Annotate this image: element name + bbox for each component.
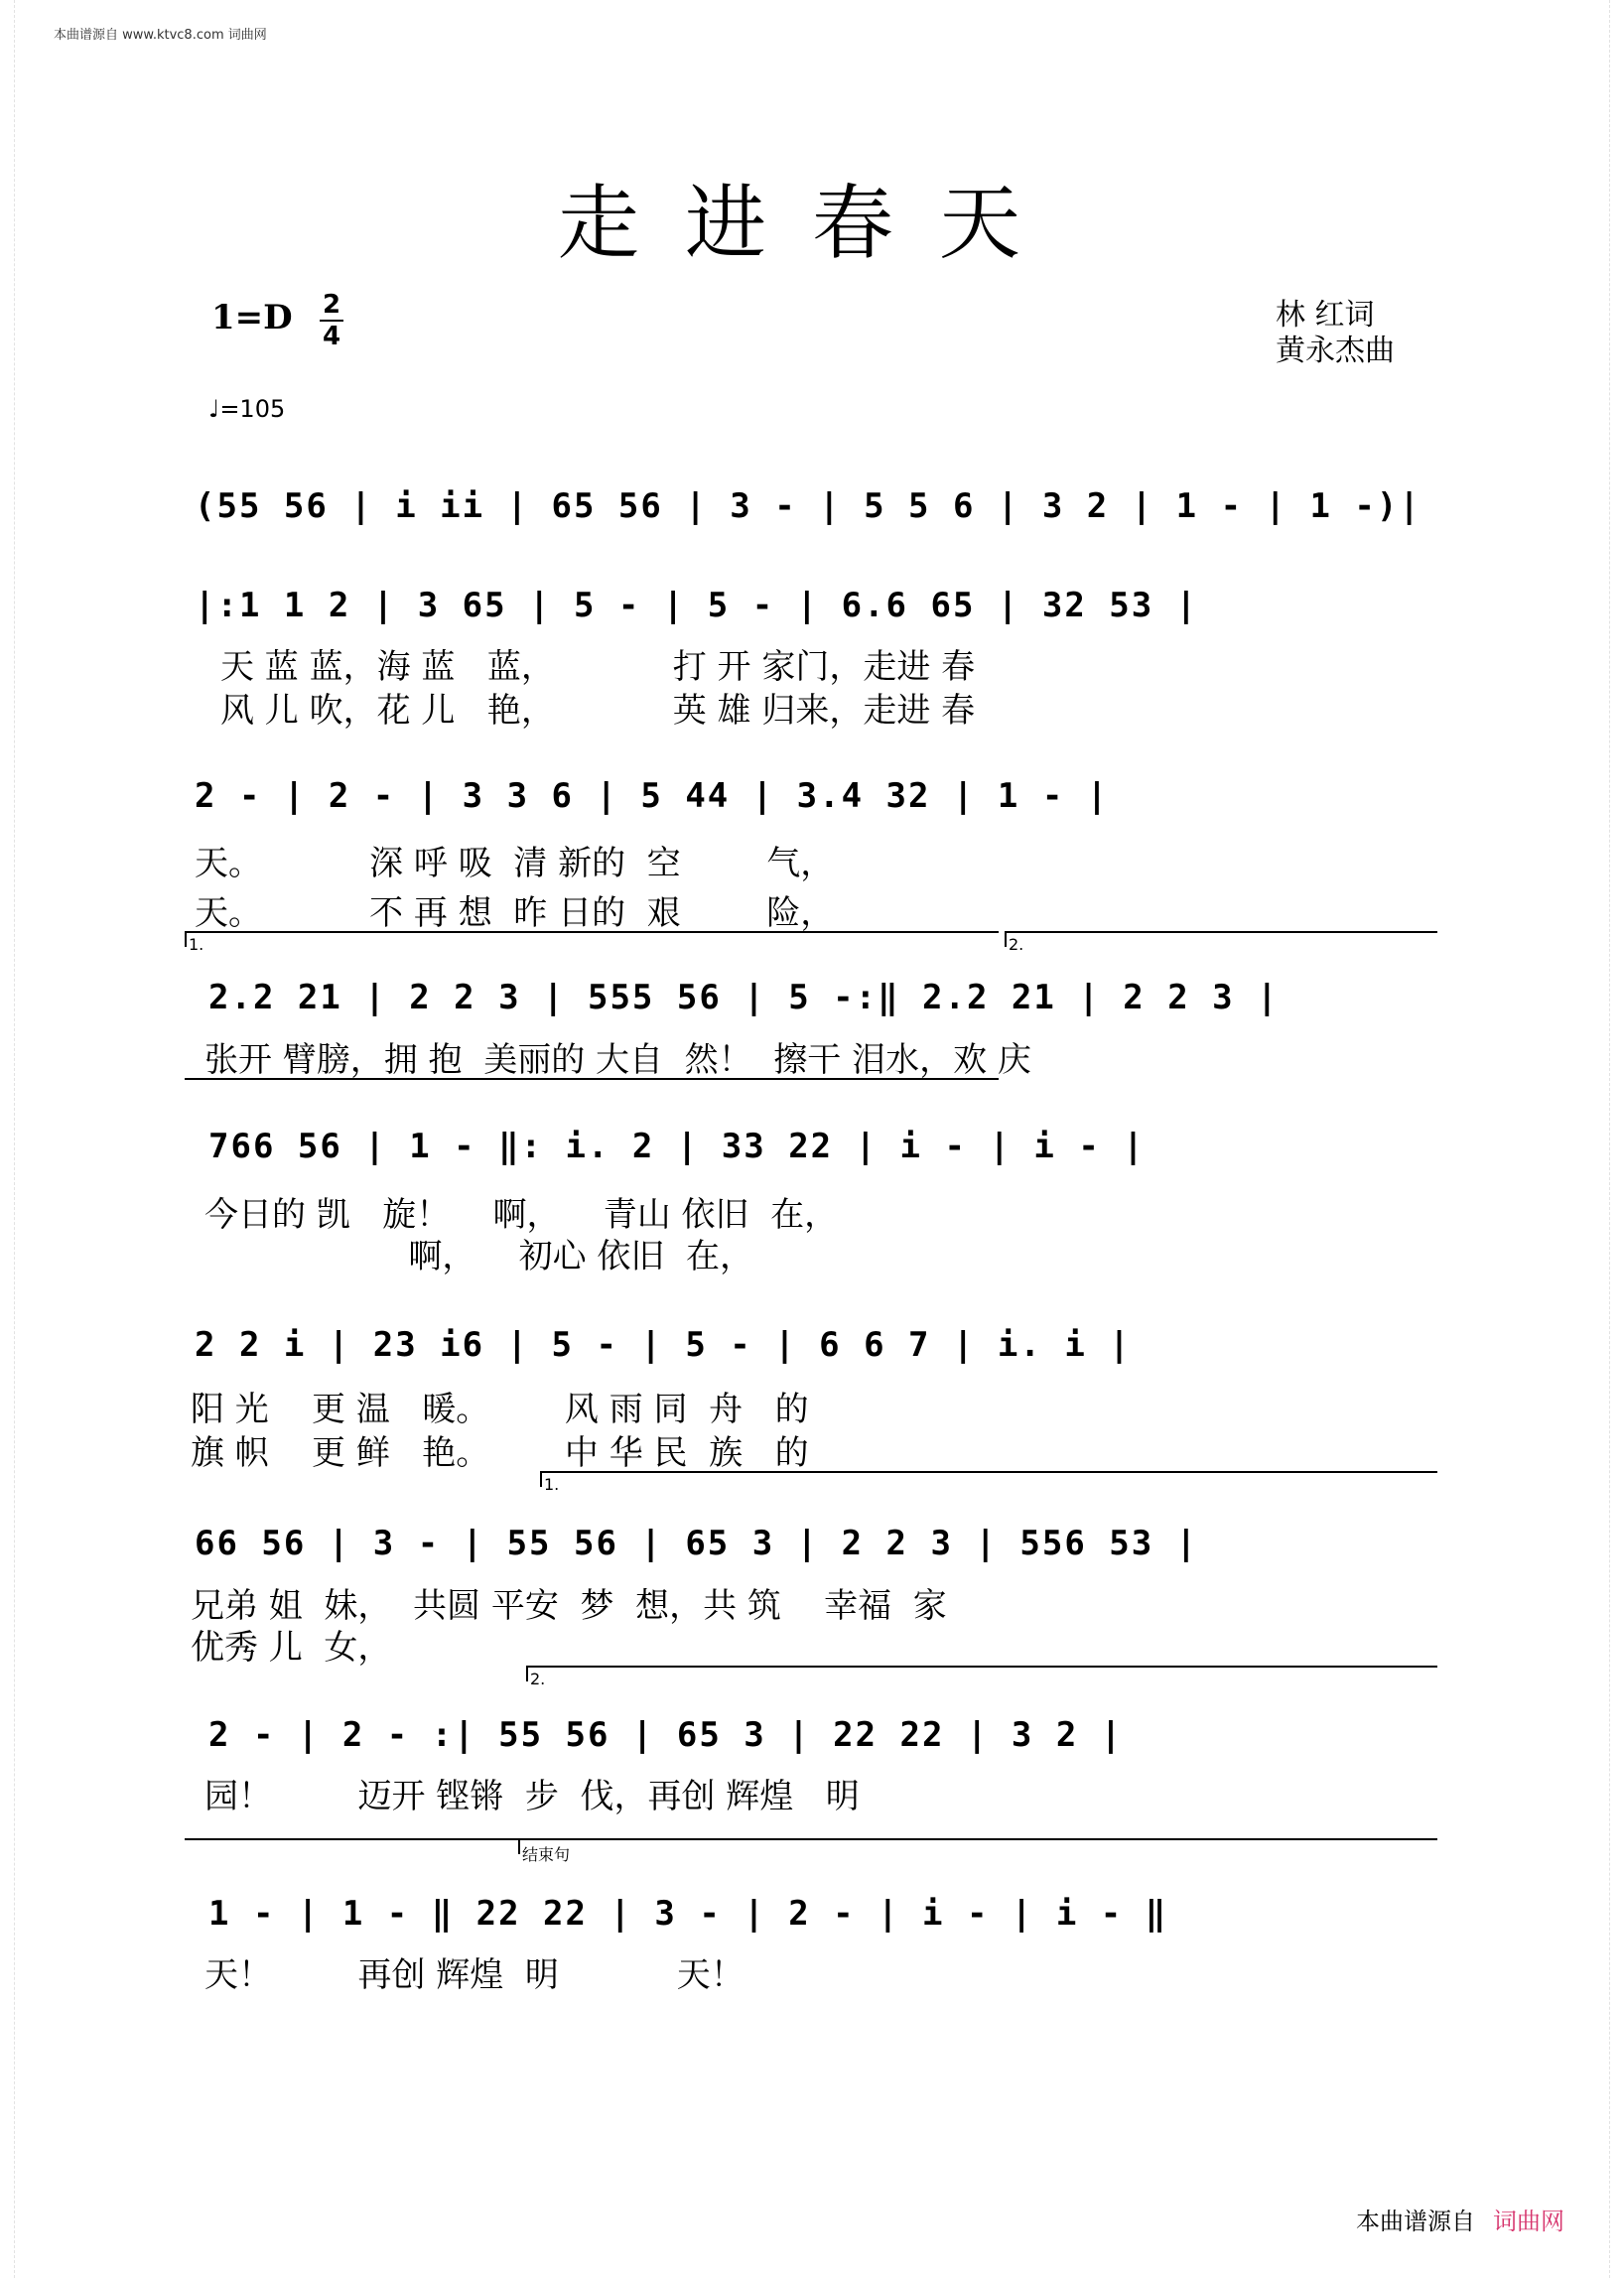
volta-first-1-label: 1. [189,935,204,954]
time-bottom: 4 [322,322,341,351]
time-signature [320,290,343,351]
time-top: 2 [322,290,341,320]
left-margin-strip [0,0,15,2278]
system-8-lyric-1: 园！ 迈开 铿锵 步 伐，再创 辉煌 明 [204,1777,860,1816]
song-title: 走进春天 [557,177,1066,271]
volta-first-1 [185,931,999,954]
key-signature: 1=D [211,298,293,337]
system-5-lyric-1: 今日的 凯 旋！ 啊， 青山 依旧 在， [204,1195,839,1235]
system-7-lyric-1: 兄弟 姐 妹， 共圆 平安 梦 想，共 筑 幸福 家 [191,1586,947,1626]
system-3-lyric-1: 天。 深 呼 吸 清 新的 空 气， [195,844,835,883]
volta-second-2 [526,1666,1437,1688]
volta-first-2 [540,1471,1437,1494]
system-5-notes: 766 56 | 1 - ‖: i. 2 | 33 22 | i - | i - | [208,1127,1146,1166]
footer-source-text: 本曲谱源自 [1356,2208,1475,2235]
system-3-notes: 2 - | 2 - | 3 3 6 | 5 44 | 3.4 32 | 1 - | [195,776,1110,816]
footer-source [1356,2202,1564,2236]
ending-label: 结束句 [522,1845,571,1864]
volta-first-2-label: 1. [544,1475,560,1494]
system-2-notes: |:1 1 2 | 3 65 | 5 - | 5 - | 6.6 65 | 32 53 | [195,586,1199,625]
system-4-lyric-1: 张开 臂膀，拥 抱 美丽的 大自 然！ 擦干 泪水，欢 庆 [204,1040,1031,1080]
right-margin-strip [1609,0,1624,2278]
system-8-notes: 2 - | 2 - :| 55 56 | 65 3 | 22 22 | 3 2 | [208,1715,1124,1755]
ending-bracket [518,1838,1437,1864]
system-5-lyric-2: 啊， 初心 依旧 在， [204,1237,753,1276]
ending-bracket-edge [518,1840,520,1854]
credits [1276,298,1395,369]
volta-second-1-edge [1005,933,1007,947]
system-7-lyric-2: 优秀 儿 女， [191,1628,392,1668]
volta-second-2-edge [526,1668,528,1681]
volta-first-2-edge [540,1473,542,1487]
header-source: 本曲谱源自 www.ktvc8.com 词曲网 [54,28,267,43]
system-9-notes: 1 - | 1 - ‖ 22 22 | 3 - | 2 - | i - | i - ‖ [208,1894,1168,1934]
volta-second-2-label: 2. [530,1670,546,1688]
system-4-notes: 2.2 21 | 2 2 3 | 555 56 | 5 -:‖ 2.2 21 | 2 2 3 | [208,978,1280,1017]
volta-second-1-label: 2. [1009,935,1024,954]
system-2-lyric-2: 风 儿 吹，花 儿 艳， 英 雄 归来，走进 春 [220,691,976,731]
system-1-notes: (55 56 | i ii | 65 56 | 3 - | 5 5 6 | 3 2 | 1 - | 1 -)| [195,486,1421,526]
ending-line-left [185,1838,518,1840]
system-6-lyric-1: 阳 光 更 温 暖。 风 雨 同 舟 的 [191,1390,809,1429]
volta-second-1 [1005,931,1437,954]
system-3-lyric-2: 天。 不 再 想 昨 日的 艰 险， [195,893,835,933]
system-7-notes: 66 56 | 3 - | 55 56 | 65 3 | 2 2 3 | 556 53 | [195,1524,1199,1563]
tempo-marking: ♩=105 [208,395,286,423]
volta-first-1-bottom [185,1078,999,1080]
system-6-lyric-2: 旗 帜 更 鲜 艳。 中 华 民 族 的 [191,1433,809,1473]
volta-first-1-edge [185,933,187,947]
system-2-lyric-1: 天 蓝 蓝，海 蓝 蓝， 打 开 家门，走进 春 [220,647,976,687]
system-6-notes: 2 2 i | 23 i6 | 5 - | 5 - | 6 6 7 | i. i | [195,1325,1132,1365]
composer: 黄永杰曲 [1276,334,1395,368]
lyricist: 林 红词 [1276,298,1375,333]
system-9-lyric-1: 天！ 再创 辉煌 明 天！ [204,1955,744,1995]
footer-site-link[interactable]: 词曲网 [1493,2208,1564,2235]
